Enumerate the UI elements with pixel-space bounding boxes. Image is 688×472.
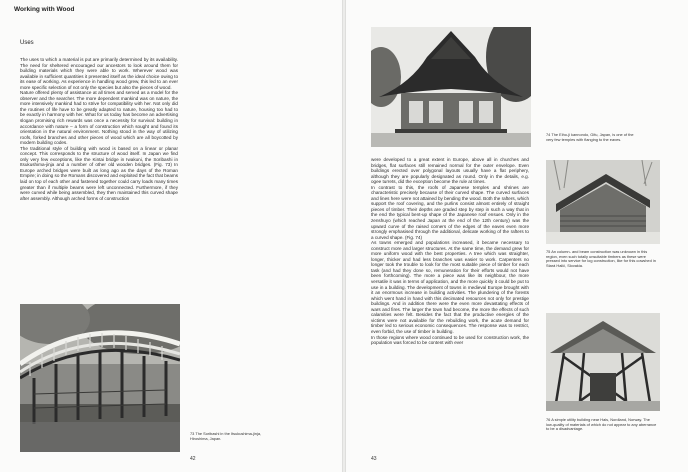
left-body-text [20, 57, 178, 300]
paragraph: In contrast to this, the roofs of Japanese temples and shrines are characteristic precisely because of their curved shape. The curved surfaces and lines here were not attained by bending the wood. Both the rafters, which support the roof covering, and the purlins consist almost entirely of straight pieces of timber. Their depths are graded step by step in such a way that in the end the typical bent-up shape of the Japanese roof ensues. Only in the zenshuyo (which reached Japan at the end of the 12th century) was the upward curve of the raised corners of the edges of the eaves even more strongly emphasised through the additional, delicate working of the rafters to a curved shape. (Fig. 74) [371, 184, 529, 240]
utility-building-photo [546, 313, 660, 411]
temple-photo [371, 27, 531, 147]
paragraph: The traditional style of building with wood is based on a linear or planar concept. This corresponds to the structure of wood itself. In Japan we find only very few exceptions, like the Kintai bridge in Iwakuni, the Soribashi in Itsukushima-jinja and a number of other old wooden bridges. (Fig. 73) In Europe arched bridges were built as long ago as the days of the Roman Empire; in doing so the Romans discovered and exploited the fact that beams laid on top of each other and fastened together could carry loads many times greater than if multiple beams were left unconnected. Furthermore, if they were curved while being assembled, they then maintained this curved shape after assembly. Although arched forms of construction [20, 145, 178, 201]
paragraph: Nature offered plenty of assistance at all times and served as a model for the observer and the searcher. The more dependent mankind was on nature, the more intensively mankind had to strive for compatibility with her. Not only did the routines of life have to be greatly adapted to nature, housing too had to be exactly in harmony with her. What for us today has become an advertising slogan promising rich rewards was once a necessity for survival: building in accordance with nature – a form of construction which sought and found its orientation in the natural environment. Nothing stood in the way of utilizing roofs, forked branches and other pieces of wood which are all boycotted by modern building codes. [20, 90, 178, 146]
figure-caption: 76 A simple utility building near Hals, Nordland, Norway. The low-quality of materials of which do not appear to any aberrance to be a disadvantage. [546, 417, 657, 432]
figure-caption: 73 The Soribashi in the Itsukushima-jinja, Hiroshima, Japan. [190, 431, 262, 441]
figure-caption: 74 The Eiho-ji kannondo, Gifu, Japan, is one of the very few temples with flanging to the eaves. [546, 132, 634, 142]
running-head: Working with Wood [14, 6, 75, 13]
left-page [0, 0, 342, 472]
bridge-photo [20, 304, 180, 452]
figure-caption: 75 An column- and beam construction was unknown in this region, even such totally unsuitable timbers as these were pressed into service for log construction, like for this cowshed in Stará Halič, Slovakia. [546, 249, 656, 268]
paragraph: The uses to which a material is put are primarily determined by its availability. The need for sheltered encouraged our ancestors to look around them for building materials which they were able to work. Wherever wood was available in sufficient quantities it presented itself as the ideal choice owing to its ease of working. As experience in handling wood grew, this led to an ever more specific selection of not only the species but also the pieces of wood. [20, 57, 178, 90]
right-page [346, 0, 688, 472]
page-number: 42 [190, 456, 196, 462]
section-title: Uses [20, 40, 34, 46]
cowshed-photo [546, 160, 660, 244]
paragraph: In those regions where wood continued to be used for construction work, the population was forced to be content with ever [371, 334, 529, 346]
paragraph: were developed to a great extent in Europe, above all in churches and bridges, flat surfaces still remained normal for the outer envelope. Even buildings erected over polygonal layouts usually have a flat periphery, although they are popularly designated as round. Only in the details, e.g. ogee turrets, did the exception become the rule at times. [371, 157, 529, 185]
right-body-text [371, 157, 529, 453]
paragraph: As towns emerged and populations increased, it became necessary to construct more and larger structures. At the same time, the demand grew for more uniform wood with the best properties. A tree which was straighter, longer, thicker and had less branches was easier to work. Carpenters no longer took the trouble to look for the most suitable piece of timber for each task (and had they done so, remuneration for their efforts would not have been forthcoming). The more a piece was like its neighbour, the more versatile it was in terms of application, and the more quickly it could be put to use in a building. The development of towns in medieval Europe brought with it an enormous increase in building activities. The plundering of the forests which went hand in hand with this decimated resources not only for prestige buildings. And in addition there were the even more devastating effects of wars and fires. The larger the town had become, the more the effects of such calamities were felt. Besides the fact that the productive energies of the victims were not available for the rebuilding work, the acute demand for timber led to serious economic consequences. The response was to restrict, even forbid, the use of timber in building. [371, 240, 529, 334]
page-number: 43 [371, 456, 377, 462]
